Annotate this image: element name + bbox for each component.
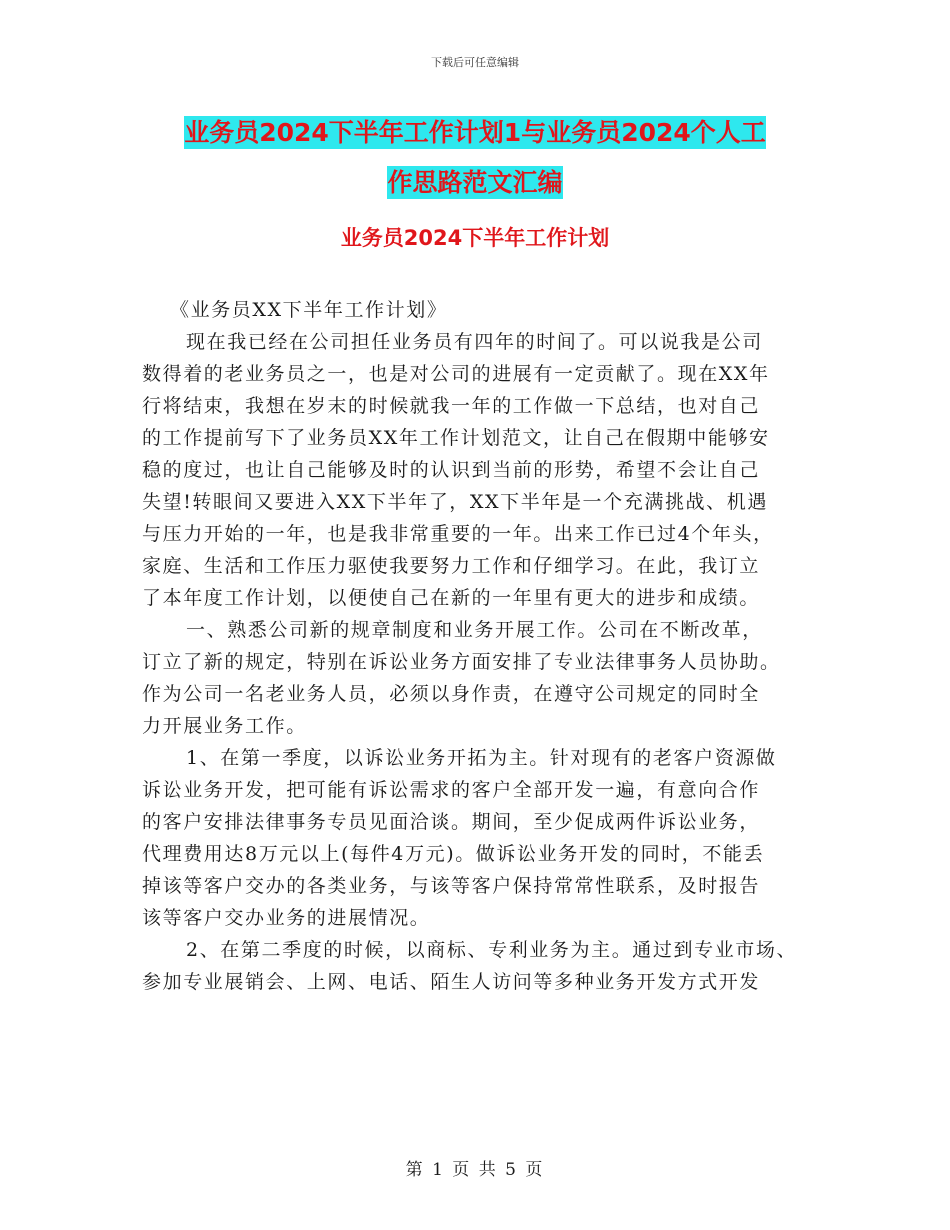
body-line: 《业务员XX下半年工作计划》 [170,299,448,321]
body-line: 的工作提前写下了业务员XX年工作计划范文，让自己在假期中能够安 [142,427,770,449]
body-line: 稳的度过，也让自己能够及时的认识到当前的形势，希望不会让自己 [142,459,761,481]
document-title-line-2: 作思路范文汇编 [387,168,563,197]
body-line: 该等客户交办业务的进展情况。 [142,907,431,929]
body-line: 掉该等客户交办的各类业务，与该等客户保持常常性联系，及时报告 [142,875,761,897]
body-line: 行将结束，我想在岁末的时候就我一年的工作做一下总结，也对自己 [142,395,761,417]
page-indicator: 第 1 页 共 5 页 [405,1160,545,1180]
body-line: 1、在第一季度，以诉讼业务开拓为主。针对现有的老客户资源做 [186,747,777,769]
document-title-line-1: 业务员2024下半年工作计划1与业务员2024个人工 [184,118,766,147]
header-note: 下载后可任意编辑 [431,56,519,69]
body-line: 的客户安排法律事务专员见面洽谈。期间，至少促成两件诉讼业务， [142,811,761,833]
body-line: 家庭、生活和工作压力驱使我要努力工作和仔细学习。在此，我订立 [142,555,761,577]
body-line: 诉讼业务开发，把可能有诉讼需求的客户全部开发一遍，有意向合作 [142,779,761,801]
body-line: 了本年度工作计划，以便使自己在新的一年里有更大的进步和成绩。 [142,587,761,609]
body-line: 订立了新的规定，特别在诉讼业务方面安排了专业法律事务人员协助。 [142,651,781,673]
body-line: 力开展业务工作。 [142,715,307,737]
body-line: 现在我已经在公司担任业务员有四年的时间了。可以说我是公司 [186,331,763,353]
document-title [150,108,800,208]
section-title: 业务员2024下半年工作计划 [340,226,610,250]
body-line: 参加专业展销会、上网、电话、陌生人访问等多种业务开发方式开发 [142,971,761,993]
body-line: 失望!转眼间又要进入XX下半年了，XX下半年是一个充满挑战、机遇 [142,491,768,513]
body-line: 代理费用达8万元以上(每件4万元)。做诉讼业务开发的同时，不能丢 [142,843,765,865]
body-line: 数得着的老业务员之一，也是对公司的进展有一定贡献了。现在XX年 [142,363,770,385]
body-line: 作为公司一名老业务人员，必须以身作责，在遵守公司规定的同时全 [142,683,761,705]
body-line: 与压力开始的一年，也是我非常重要的一年。出来工作已过4个年头， [142,523,774,545]
body-line: 一、熟悉公司新的规章制度和业务开展工作。公司在不断改革， [186,619,763,641]
body-line: 2、在第二季度的时候，以商标、专利业务为主。通过到专业市场、 [186,939,798,961]
document-body [142,294,827,998]
